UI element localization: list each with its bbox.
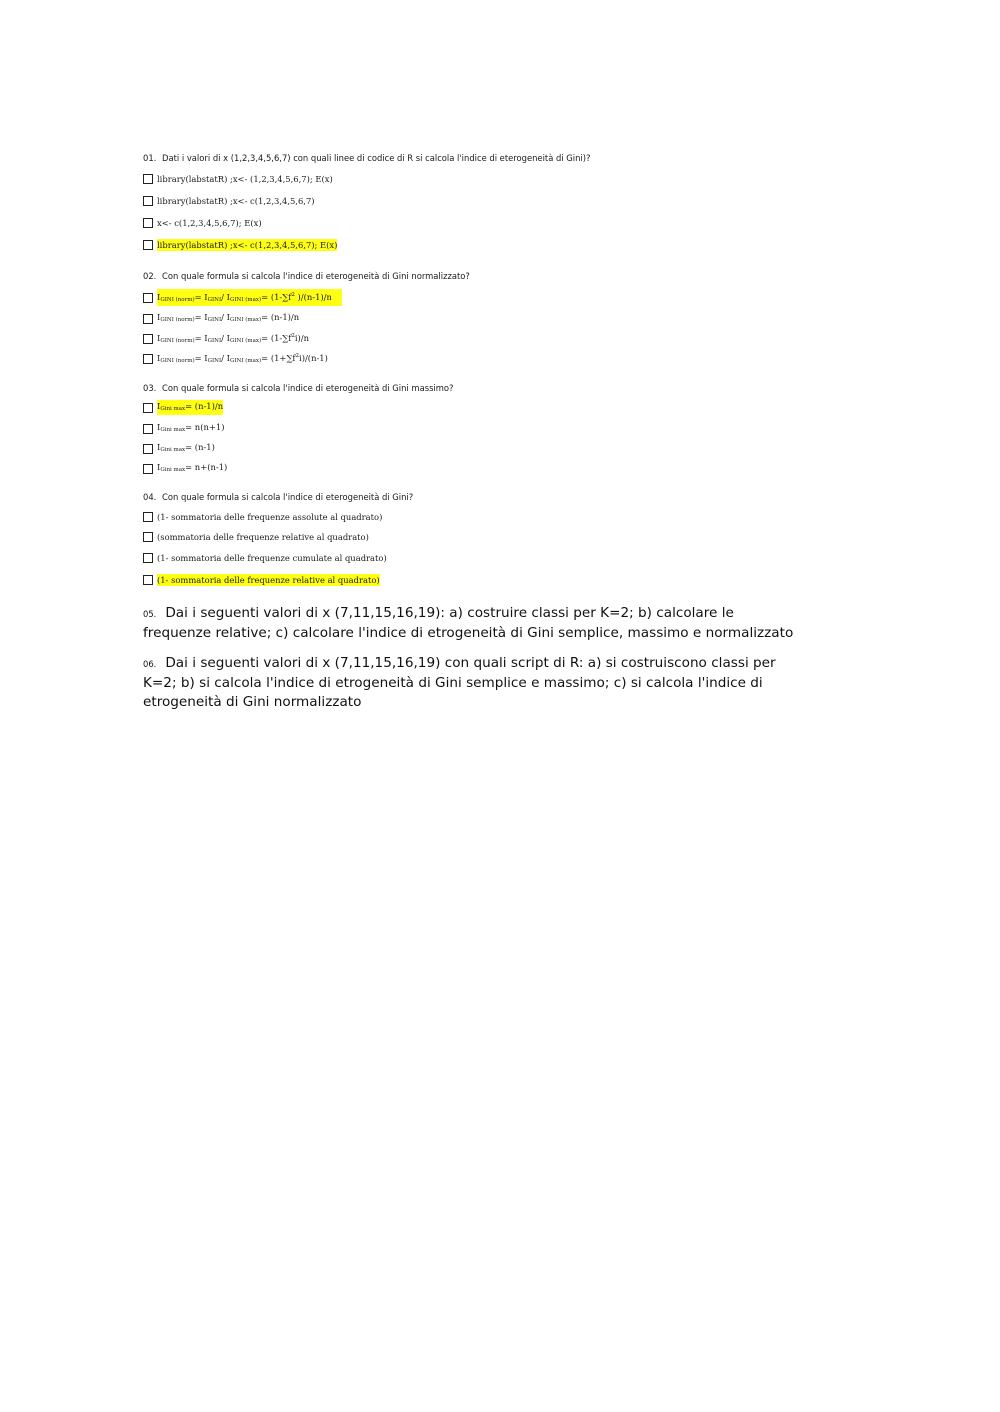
option-formula: IGini max= n(n+1)	[157, 422, 225, 433]
checkbox[interactable]	[143, 575, 153, 585]
question-number: 02.	[143, 271, 157, 281]
question-number: 01.	[143, 153, 157, 163]
q03-option-c[interactable]	[143, 442, 215, 455]
checkbox[interactable]	[143, 218, 153, 228]
option-formula: IGINI (norm)= IGINI/ IGINI $(\max)= (1-\sum f^2i)/n$	[157, 333, 310, 344]
option-formula: IGINI (norm)= IGINI/ IGINI (max)= (n-1)/n	[157, 312, 300, 323]
checkbox[interactable]	[143, 424, 153, 434]
checkbox[interactable]	[143, 444, 153, 454]
checkbox[interactable]	[143, 240, 153, 250]
q02-option-c[interactable]	[143, 332, 309, 345]
checkbox[interactable]	[143, 553, 153, 563]
option-formula: IGINI (norm)= IGINI/ IGINI $(\max)= (1+\sum f^2i)/(n-1)$	[157, 353, 328, 364]
question-01	[143, 153, 590, 163]
checkbox[interactable]	[143, 314, 153, 324]
question-text: Con quale formula si calcola l'indice di eterogeneità di Gini massimo?	[162, 383, 454, 393]
option-text: (1- sommatoria delle frequenze assolute al quadrato)	[157, 511, 383, 522]
question-text: Con quale formula si calcola l'indice di eterogeneità di Gini?	[162, 492, 414, 502]
checkbox[interactable]	[143, 532, 153, 542]
q02-option-d[interactable]	[143, 352, 328, 365]
question-text: Dai i seguenti valori di x (7,11,15,16,19) con quali script di R: a) si costruiscono classi per K=2; b) si calcola l'indice di etrogeneità di Gini semplice e massimo; c) si calcola l'indice di etrogeneità di Gini normalizzato	[143, 655, 776, 710]
checkbox[interactable]	[143, 464, 153, 474]
q02-option-a[interactable]	[143, 291, 342, 304]
question-number: 04.	[143, 492, 157, 502]
checkbox[interactable]	[143, 196, 153, 206]
option-text: (1- sommatoria delle frequenze cumulate al quadrato)	[157, 552, 387, 563]
q03-option-a[interactable]	[143, 401, 223, 414]
question-text: Dati i valori di x (1,2,3,4,5,6,7) con quali linee di codice di R si calcola l'indice di eterogeneità di Gini)?	[162, 153, 591, 163]
option-text-highlighted: (1- sommatoria delle frequenze relative al quadrato)	[157, 574, 380, 585]
option-formula-highlighted: IGINI (norm)= IGINI/ IGINI $(\max)= (1-\sum f^2$ )/(n-1)/n	[157, 289, 342, 306]
question-number: 05.	[143, 609, 157, 619]
q04-option-c[interactable]	[143, 551, 387, 564]
question-03	[143, 383, 454, 393]
option-text: x<- c(1,2,3,4,5,6,7); E(x)	[157, 217, 262, 228]
checkbox[interactable]	[143, 174, 153, 184]
option-formula: IGini max= n+(n-1)	[157, 462, 228, 473]
q04-option-d[interactable]	[143, 573, 380, 586]
q02-option-b[interactable]	[143, 312, 299, 325]
question-04	[143, 492, 413, 502]
q01-option-c[interactable]	[143, 216, 262, 229]
q04-option-b[interactable]	[143, 530, 369, 543]
option-text: library(labstatR) ;x<- c(1,2,3,4,5,6,7)	[157, 195, 315, 206]
checkbox[interactable]	[143, 403, 153, 413]
q01-option-b[interactable]	[143, 194, 315, 207]
option-formula-highlighted: IGini max= (n-1)/n	[157, 400, 223, 415]
open-question-05	[143, 604, 803, 643]
checkbox[interactable]	[143, 334, 153, 344]
q04-option-a[interactable]	[143, 510, 382, 523]
q03-option-b[interactable]	[143, 422, 224, 435]
checkbox[interactable]	[143, 354, 153, 364]
option-text: library(labstatR) ;x<- (1,2,3,4,5,6,7); E(x)	[157, 173, 333, 184]
question-text: Con quale formula si calcola l'indice di eterogeneità di Gini normalizzato?	[162, 271, 470, 281]
question-number: 06.	[143, 659, 157, 669]
option-text: (sommatoria delle frequenze relative al quadrato)	[157, 531, 369, 542]
question-number: 03.	[143, 383, 157, 393]
q01-option-a[interactable]	[143, 172, 333, 185]
option-text-highlighted: library(labstatR) ;x<- c(1,2,3,4,5,6,7); E(x)	[157, 239, 338, 250]
q03-option-d[interactable]	[143, 462, 227, 475]
q01-option-d[interactable]	[143, 238, 337, 251]
option-formula: IGini max= (n-1)	[157, 442, 215, 453]
checkbox[interactable]	[143, 293, 153, 303]
question-02	[143, 271, 470, 281]
question-text: Dai i seguenti valori di x (7,11,15,16,19): a) costruire classi per K=2; b) calcolare le frequenze relative; c) calcolare l'indice di etrogeneità di Gini semplice, massimo e normalizzato	[143, 605, 794, 641]
open-question-06	[143, 654, 803, 712]
checkbox[interactable]	[143, 512, 153, 522]
